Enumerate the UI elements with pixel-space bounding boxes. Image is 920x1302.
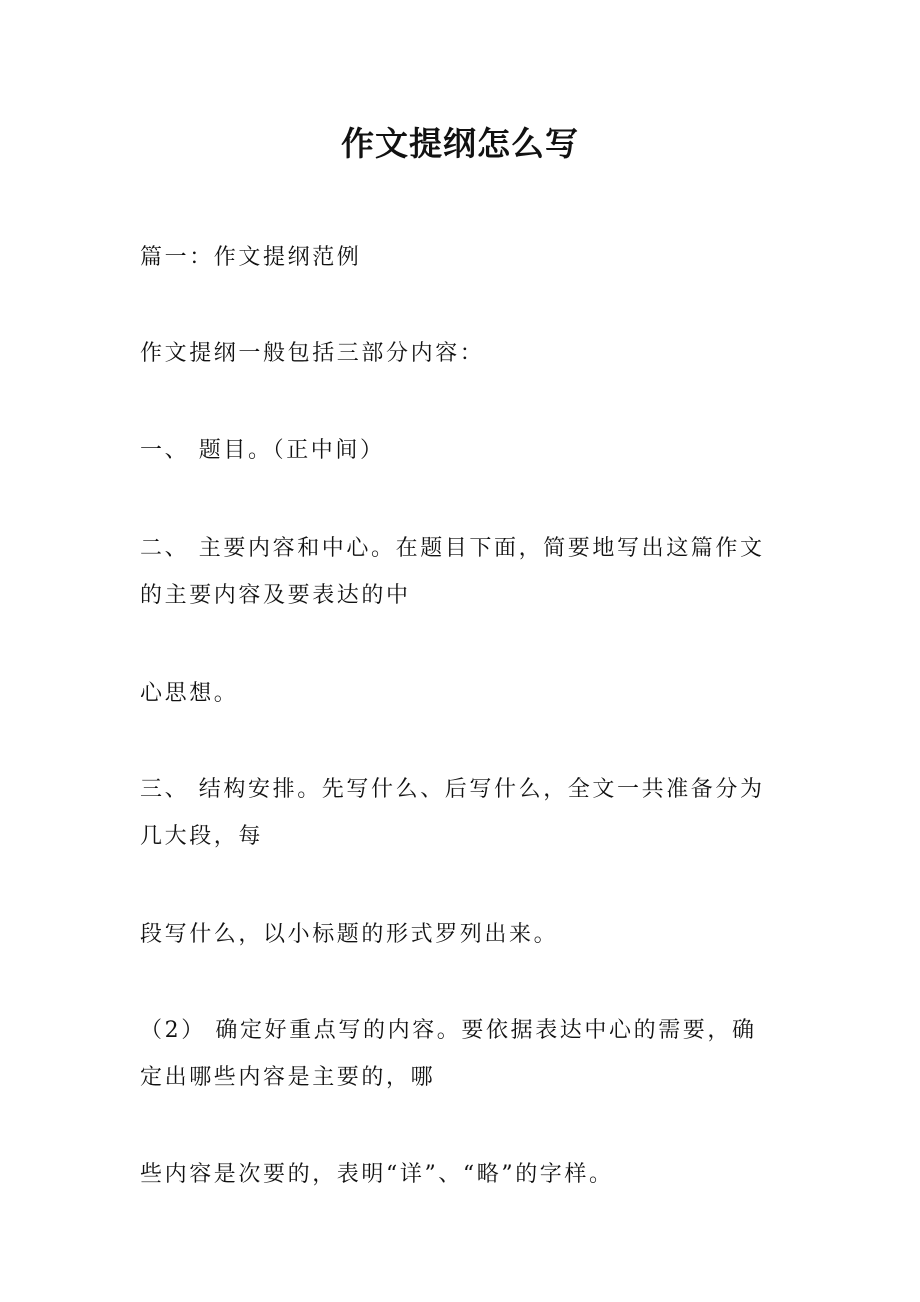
list-item-structure-line-1: 三、 结构安排。先写什么、后写什么，全文一共准备分为 xyxy=(140,777,765,802)
section-heading: 篇一：作文提纲范例 xyxy=(140,245,362,270)
list-item-content-line-1: 二、 主要内容和中心。在题目下面，简要地写出这篇作文 xyxy=(140,536,765,561)
document-title: 作文提纲怎么写 xyxy=(341,124,579,163)
list-item-focus-line-3: 些内容是次要的，表明“详”、“略”的字样。 xyxy=(140,1162,614,1187)
list-item-title: 一、 题目。（正中间） xyxy=(140,438,385,463)
list-item-structure-line-2: 几大段，每 xyxy=(140,824,264,849)
list-item-structure-line-3: 段写什么，以小标题的形式罗列出来。 xyxy=(140,922,559,947)
list-item-focus-line-1: （2） 确定好重点写的内容。要依据表达中心的需要，确 xyxy=(140,1018,757,1043)
list-item-content-line-2: 的主要内容及要表达的中 xyxy=(140,583,411,608)
paragraph-intro: 作文提纲一般包括三部分内容： xyxy=(140,341,485,366)
list-item-focus-line-2: 定出哪些内容是主要的，哪 xyxy=(140,1065,436,1090)
list-item-content-line-3: 心思想。 xyxy=(140,681,239,706)
